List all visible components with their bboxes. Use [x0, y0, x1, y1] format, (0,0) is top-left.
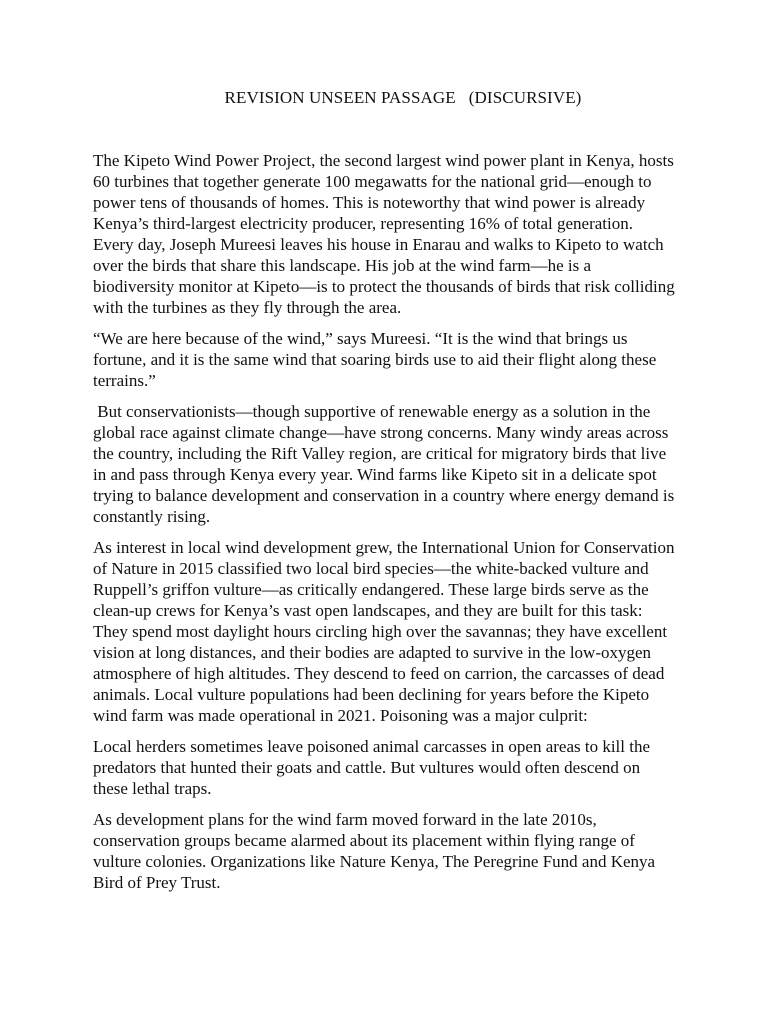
page-title: REVISION UNSEEN PASSAGE (DISCURSIVE)	[224, 88, 582, 107]
paragraph-1: The Kipeto Wind Power Project, the second largest wind power plant in Kenya, hosts 60 turbines that together generate 100 megawatts for the national grid—enough to power tens of thousands of homes. This is noteworthy that wind power is already Kenya’s third-largest electricity producer, representing 16% of total generation. Every day, Joseph Mureesi leaves his house in Enarau and walks to Kipeto to watch over the birds that share this landscape. His job at the wind farm—he is a biodiversity monitor at Kipeto—is to protect the thousands of birds that risk colliding with the turbines as they fly through the area.	[93, 151, 675, 317]
passage-body	[93, 150, 679, 903]
paragraph-6: As development plans for the wind farm moved forward in the late 2010s, conservation groups became alarmed about its placement within flying range of vulture colonies. Organizations like Nature Kenya, The Peregrine Fund and Kenya Bird of Prey Trust.	[93, 810, 656, 892]
paragraph-3: But conservationists—though supportive of renewable energy as a solution in the global race against climate change—have strong concerns. Many windy areas across the country, including the Rift Valley region, are critical for migratory birds that live in and pass through Kenya every year. Wind farms like Kipeto sit in a delicate spot trying to balance development and conservation in a country where energy demand is constantly rising.	[93, 402, 679, 526]
paragraph-4: As interest in local wind development grew, the International Union for Conservation of Nature in 2015 classified two local bird species—the white-backed vulture and Ruppell’s griffon vulture—as critically endangered. These large birds serve as the clean-up crews for Kenya’s vast open landscapes, and they are built for this task: They spend most daylight hours circling high over the savannas; they have excellent vision at long distances, and their bodies are adapted to survive in the low-oxygen atmosphere of high altitudes. They descend to feed on carrion, the carcasses of dead animals. Local vulture populations had been declining for years before the Kipeto wind farm was made operational in 2021. Poisoning was a major culprit:	[93, 538, 675, 725]
paragraph-2: “We are here because of the wind,” says Mureesi. “It is the wind that brings us fortune, and it is the same wind that soaring birds use to aid their flight along these terrains.”	[93, 329, 657, 390]
paragraph-5: Local herders sometimes leave poisoned animal carcasses in open areas to kill the predators that hunted their goats and cattle. But vultures would often descend on these lethal traps.	[93, 737, 651, 798]
